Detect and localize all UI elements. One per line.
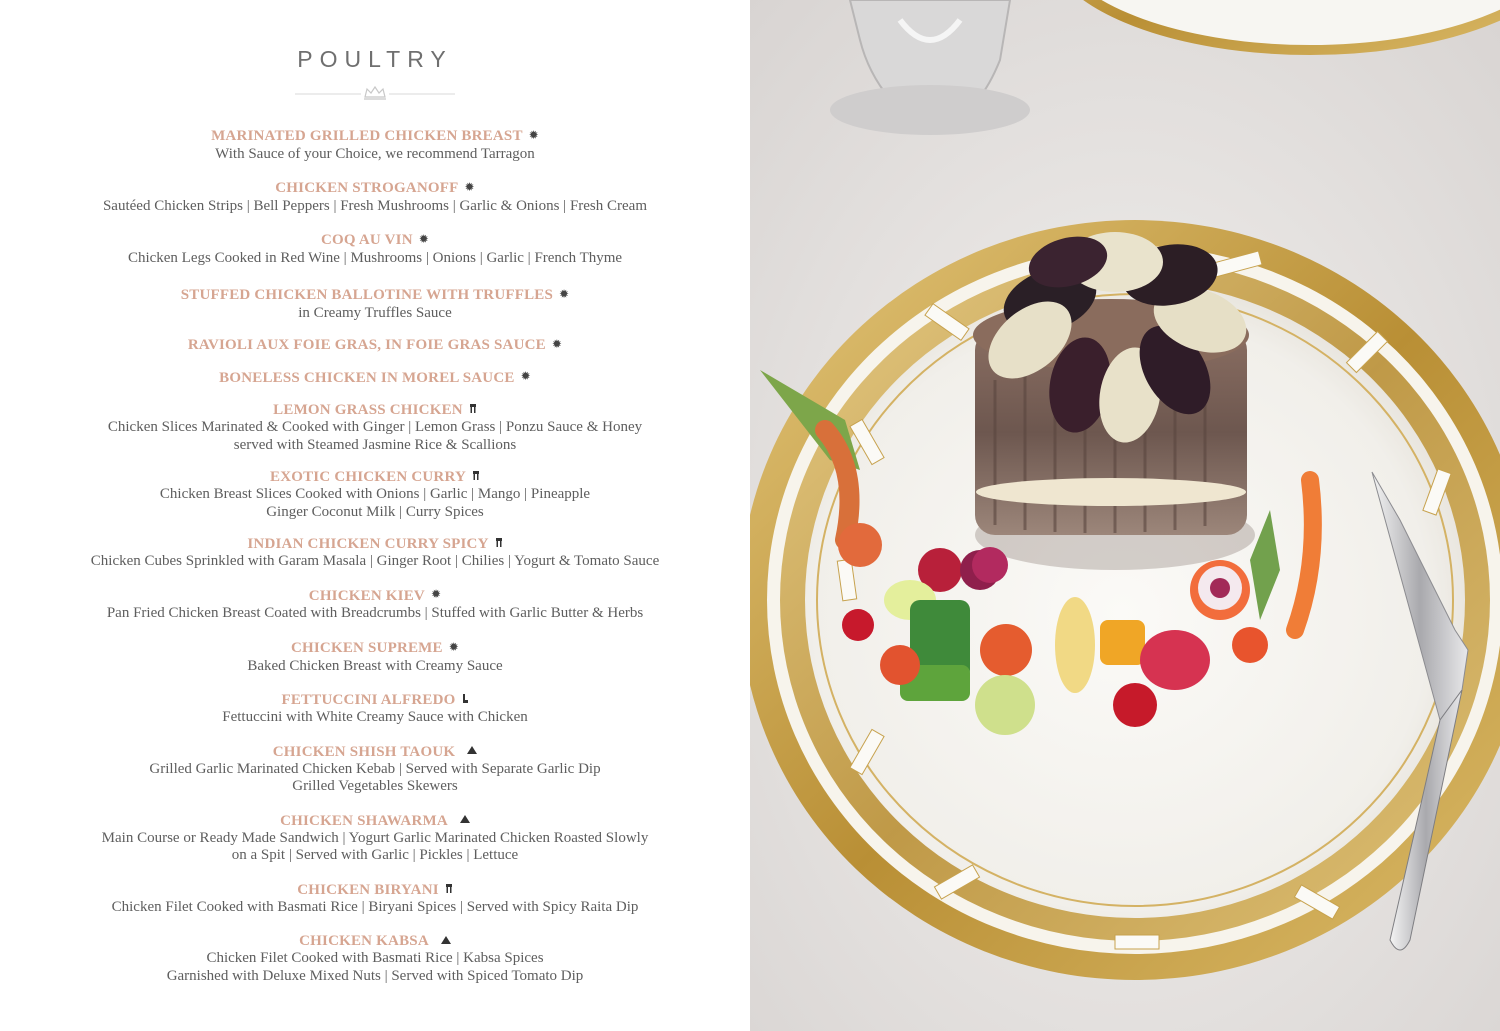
menu-item bbox=[0, 231, 750, 267]
menu-item bbox=[0, 535, 750, 571]
star-icon: ✹ bbox=[528, 127, 539, 142]
menu-item-name: EXOTIC CHICKEN CURRY bbox=[270, 469, 466, 486]
menu-item-title-row bbox=[0, 336, 750, 355]
menu-item-title-row bbox=[0, 401, 750, 419]
menu-item-title-row bbox=[0, 743, 750, 761]
star-icon: ✹ bbox=[430, 587, 442, 602]
menu-item-name: CHICKEN SUPREME bbox=[290, 639, 443, 656]
menu-item bbox=[0, 127, 750, 163]
menu-item-description: Chicken Legs Cooked in Red Wine | Mushrooms | Onions | Garlic | French Thyme bbox=[127, 249, 623, 266]
menu-item-title-row bbox=[0, 369, 750, 388]
menu-item-title-row bbox=[0, 535, 750, 553]
menu-item-description: served with Steamed Jasmine Rice & Scallions bbox=[233, 436, 517, 453]
menu-item-name: CHICKEN BIRYANI bbox=[297, 881, 439, 898]
menu-item-name: MARINATED GRILLED CHICKEN BREAST bbox=[211, 128, 523, 144]
menu-item-description: Chicken Filet Cooked with Basmati Rice | Kabsa Spices bbox=[206, 950, 544, 966]
chef-hat-icon bbox=[472, 471, 480, 480]
menu-item bbox=[0, 932, 750, 985]
menu-item bbox=[0, 468, 750, 521]
menu-item-description: on a Spit | Served with Garlic | Pickles | Lettuce bbox=[231, 847, 519, 863]
menu-item-title-row bbox=[0, 812, 750, 830]
menu-item-description: Fettuccini with White Creamy Sauce with Chicken bbox=[222, 709, 528, 725]
menu-item-title-row bbox=[0, 691, 750, 709]
menu-item-title-row bbox=[0, 587, 750, 606]
menu-item bbox=[0, 286, 750, 322]
menu-item bbox=[0, 369, 750, 388]
star-icon: ✹ bbox=[418, 231, 429, 246]
menu-item-name: CHICKEN SHISH TAOUK bbox=[272, 743, 456, 760]
star-icon: ✹ bbox=[551, 336, 563, 351]
menu-item-name: BONELESS CHICKEN IN MOREL SAUCE bbox=[219, 369, 515, 386]
menu-item-title-row bbox=[0, 881, 750, 899]
crown-divider-icon bbox=[295, 84, 455, 102]
chef-hat-icon bbox=[469, 404, 477, 413]
dish-photo bbox=[750, 0, 1500, 1031]
menu-item-description: Baked Chicken Breast with Creamy Sauce bbox=[247, 657, 503, 674]
triangle-icon bbox=[460, 815, 470, 823]
menu-item bbox=[0, 743, 750, 796]
menu-items-list bbox=[0, 111, 750, 985]
menu-item-description: Grilled Garlic Marinated Chicken Kebab | Served with Separate Garlic Dip bbox=[149, 760, 601, 777]
menu-item bbox=[0, 691, 750, 727]
menu-item bbox=[0, 812, 750, 865]
menu-item-title-row bbox=[0, 179, 750, 198]
menu-item-description: Pan Fried Chicken Breast Coated with Breadcrumbs | Stuffed with Garlic Butter & Herbs bbox=[106, 605, 644, 622]
menu-item-description: Chicken Cubes Sprinkled with Garam Masala | Ginger Root | Chilies | Yogurt & Tomato Sauce bbox=[90, 553, 660, 570]
menu-item bbox=[0, 639, 750, 675]
menu-item-description: Garnished with Deluxe Mixed Nuts | Served with Spiced Tomato Dip bbox=[166, 967, 584, 984]
chef-hat-icon bbox=[495, 538, 503, 547]
menu-item-description: Ginger Coconut Milk | Curry Spices bbox=[266, 503, 484, 520]
menu-item-description: Chicken Breast Slices Cooked with Onions | Garlic | Mango | Pineapple bbox=[159, 486, 591, 503]
menu-item bbox=[0, 179, 750, 215]
menu-item bbox=[0, 587, 750, 623]
menu-item-title-row bbox=[0, 286, 750, 305]
menu-item-title-row bbox=[0, 127, 750, 146]
menu-item-title-row bbox=[0, 639, 750, 658]
menu-item-description: Grilled Vegetables Skewers bbox=[292, 778, 458, 794]
menu-item-description: Chicken Filet Cooked with Basmati Rice | Biryani Spices | Served with Spicy Raita Dip bbox=[111, 898, 639, 915]
menu-item-name: CHICKEN KABSA bbox=[299, 933, 429, 949]
menu-item-name: FETTUCCINI ALFREDO bbox=[281, 692, 456, 708]
menu-item-name: CHICKEN KIEV bbox=[308, 587, 425, 604]
menu-item-name: RAVIOLI AUX FOIE GRAS, IN FOIE GRAS SAUCE bbox=[187, 337, 546, 354]
menu-item-name: COQ AU VIN bbox=[320, 232, 413, 249]
menu-item-name: STUFFED CHICKEN BALLOTINE WITH TRUFFLES bbox=[180, 287, 554, 304]
menu-item-title-row bbox=[0, 468, 750, 486]
menu-item bbox=[0, 401, 750, 454]
menu-item-description: Main Course or Ready Made Sandwich | Yogurt Garlic Marinated Chicken Roasted Slowly bbox=[101, 829, 649, 846]
menu-item-description: Sautéed Chicken Strips | Bell Peppers | Fresh Mushrooms | Garlic & Onions | Fresh Cream bbox=[102, 197, 648, 214]
menu-item-description: With Sauce of your Choice, we recommend Tarragon bbox=[215, 145, 535, 162]
star-icon: ✹ bbox=[559, 286, 570, 301]
star-icon: ✹ bbox=[520, 369, 531, 384]
chef-hat-icon bbox=[445, 884, 453, 893]
menu-item-name: CHICKEN STROGANOFF bbox=[275, 180, 459, 197]
menu-item-title-row bbox=[0, 932, 750, 950]
menu-item-description: Chicken Slices Marinated & Cooked with Ginger | Lemon Grass | Ponzu Sauce & Honey bbox=[107, 419, 643, 436]
section-title: POULTRY bbox=[297, 46, 453, 72]
menu-item-name: CHICKEN SHAWARMA bbox=[280, 812, 448, 829]
leaf-icon bbox=[462, 694, 469, 704]
star-icon: ✹ bbox=[448, 639, 460, 654]
star-icon: ✹ bbox=[464, 179, 475, 194]
menu-item-description: in Creamy Truffles Sauce bbox=[298, 304, 452, 321]
menu-item-title-row bbox=[0, 231, 750, 250]
triangle-icon bbox=[441, 936, 451, 944]
menu-item-name: INDIAN CHICKEN CURRY SPICY bbox=[247, 536, 489, 553]
menu-item bbox=[0, 336, 750, 355]
triangle-icon bbox=[467, 746, 477, 754]
menu-item-name: LEMON GRASS CHICKEN bbox=[273, 402, 463, 419]
plated-dish-image bbox=[750, 0, 1500, 1031]
menu-item bbox=[0, 881, 750, 917]
